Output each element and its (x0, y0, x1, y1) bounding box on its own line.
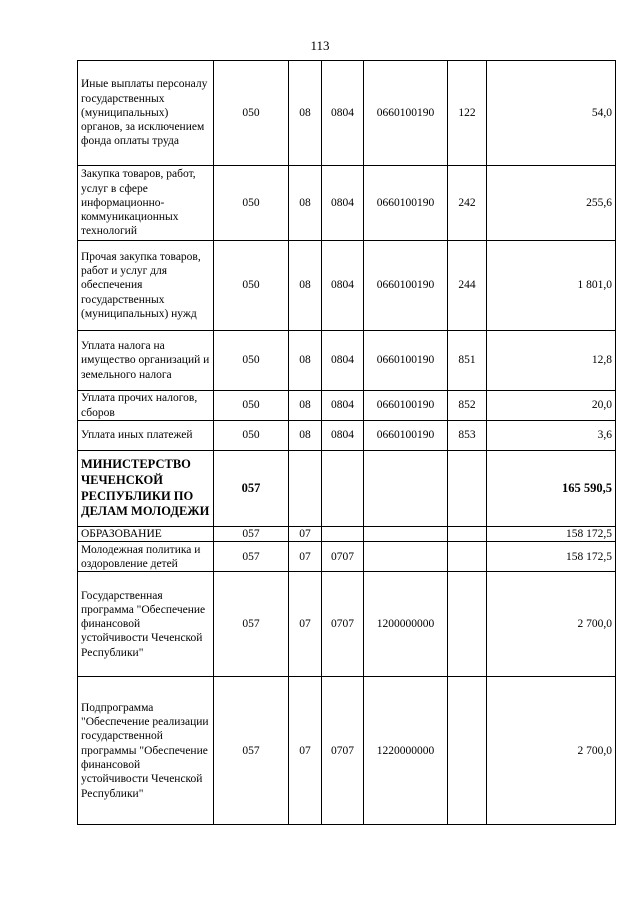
table-row (78, 391, 616, 421)
table-row (78, 241, 616, 331)
cell-amount: 158 172,5 (487, 527, 616, 542)
cell-subsection: 0804 (322, 166, 364, 241)
cell-expense-type: 244 (448, 241, 487, 331)
cell-name: Уплата прочих налогов, сборов (78, 391, 214, 421)
cell-grbs: 057 (214, 572, 289, 677)
cell-name: Уплата иных платежей (78, 421, 214, 451)
cell-expense-type: 852 (448, 391, 487, 421)
cell-amount: 12,8 (487, 331, 616, 391)
cell-section (289, 451, 322, 527)
cell-target-item (364, 527, 448, 542)
cell-section: 07 (289, 527, 322, 542)
cell-target-item: 0660100190 (364, 331, 448, 391)
page-number: 113 (310, 38, 330, 53)
cell-grbs: 057 (214, 542, 289, 572)
cell-name: Иные выплаты персоналу государственных (муниципальных) органов, за исключением фонда оплаты труда (78, 61, 214, 166)
cell-expense-type: 851 (448, 331, 487, 391)
cell-subsection: 0804 (322, 391, 364, 421)
cell-subsection (322, 451, 364, 527)
table-row (78, 166, 616, 241)
cell-subsection: 0804 (322, 241, 364, 331)
table-row (78, 451, 616, 527)
cell-amount: 158 172,5 (487, 542, 616, 572)
cell-section: 08 (289, 61, 322, 166)
cell-amount: 3,6 (487, 421, 616, 451)
cell-expense-type: 122 (448, 61, 487, 166)
cell-section: 07 (289, 677, 322, 825)
cell-subsection: 0707 (322, 677, 364, 825)
cell-grbs: 050 (214, 391, 289, 421)
cell-name: Молодежная политика и оздоровление детей (78, 542, 214, 572)
cell-expense-type (448, 677, 487, 825)
cell-grbs: 057 (214, 451, 289, 527)
cell-section: 07 (289, 572, 322, 677)
cell-section: 07 (289, 542, 322, 572)
table-row (78, 331, 616, 391)
cell-subsection: 0707 (322, 572, 364, 677)
cell-name: МИНИСТЕРСТВО ЧЕЧЕНСКОЙ РЕСПУБЛИКИ ПО ДЕЛАМ МОЛОДЕЖИ (78, 451, 214, 527)
cell-section: 08 (289, 421, 322, 451)
cell-target-item: 1200000000 (364, 572, 448, 677)
cell-section: 08 (289, 241, 322, 331)
cell-amount: 1 801,0 (487, 241, 616, 331)
cell-expense-type: 242 (448, 166, 487, 241)
cell-subsection: 0804 (322, 421, 364, 451)
cell-expense-type (448, 527, 487, 542)
cell-target-item: 0660100190 (364, 61, 448, 166)
table-row (78, 421, 616, 451)
cell-grbs: 057 (214, 527, 289, 542)
budget-table (77, 60, 616, 825)
cell-amount: 165 590,5 (487, 451, 616, 527)
cell-target-item: 0660100190 (364, 241, 448, 331)
cell-name: ОБРАЗОВАНИЕ (78, 527, 214, 542)
cell-section: 08 (289, 166, 322, 241)
cell-name: Прочая закупка товаров, работ и услуг для обеспечения государственных (муниципальных) нужд (78, 241, 214, 331)
cell-expense-type (448, 451, 487, 527)
cell-name: Подпрограмма "Обеспечение реализации государственной программы "Обеспечение финансовой устойчивости Чеченской Республики" (78, 677, 214, 825)
cell-expense-type: 853 (448, 421, 487, 451)
cell-amount: 255,6 (487, 166, 616, 241)
cell-grbs: 050 (214, 331, 289, 391)
cell-amount: 54,0 (487, 61, 616, 166)
cell-target-item: 0660100190 (364, 166, 448, 241)
cell-subsection: 0804 (322, 331, 364, 391)
table-row (78, 527, 616, 542)
cell-subsection (322, 527, 364, 542)
cell-grbs: 050 (214, 241, 289, 331)
cell-amount: 2 700,0 (487, 572, 616, 677)
cell-target-item (364, 451, 448, 527)
cell-grbs: 057 (214, 677, 289, 825)
cell-grbs: 050 (214, 166, 289, 241)
cell-subsection: 0707 (322, 542, 364, 572)
cell-target-item (364, 542, 448, 572)
table-row (78, 61, 616, 166)
cell-section: 08 (289, 391, 322, 421)
cell-name: Государственная программа "Обеспечение финансовой устойчивости Чеченской Республики" (78, 572, 214, 677)
cell-target-item: 1220000000 (364, 677, 448, 825)
cell-expense-type (448, 542, 487, 572)
cell-subsection: 0804 (322, 61, 364, 166)
table-row (78, 572, 616, 677)
cell-target-item: 0660100190 (364, 391, 448, 421)
cell-name: Уплата налога на имущество организаций и земельного налога (78, 331, 214, 391)
cell-amount: 2 700,0 (487, 677, 616, 825)
table-row (78, 542, 616, 572)
cell-target-item: 0660100190 (364, 421, 448, 451)
cell-section: 08 (289, 331, 322, 391)
cell-name: Закупка товаров, работ, услуг в сфере информационно-коммуникационных технологий (78, 166, 214, 241)
cell-amount: 20,0 (487, 391, 616, 421)
cell-grbs: 050 (214, 61, 289, 166)
table-row (78, 677, 616, 825)
cell-expense-type (448, 572, 487, 677)
cell-grbs: 050 (214, 421, 289, 451)
